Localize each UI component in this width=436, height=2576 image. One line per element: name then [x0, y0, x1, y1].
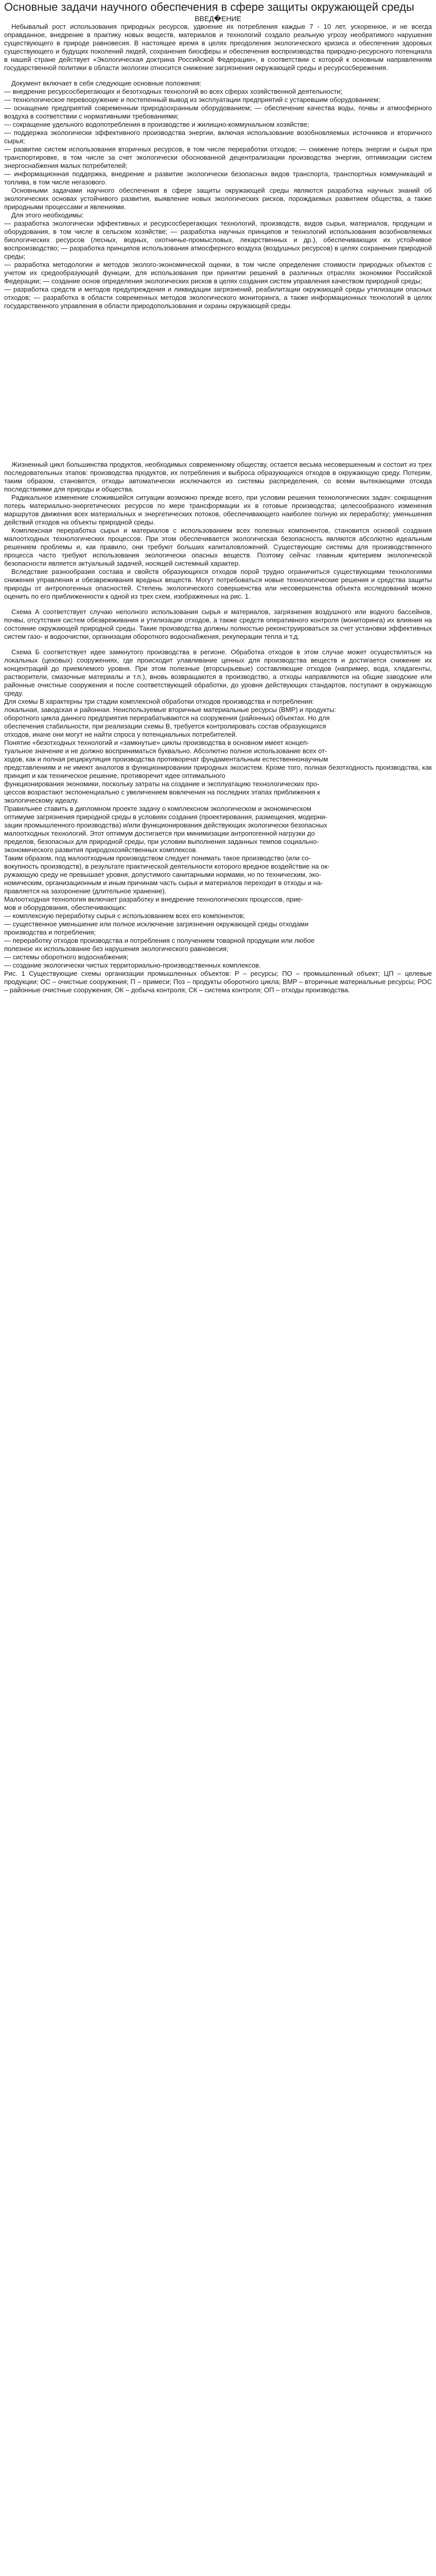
paragraph: Радикальное изменение сложившейся ситуации возможно прежде всего, при условии решения технологических задач: сокращения потерь материально-энергетических ресурсов по мере трансформации их в готовые производства; целесообразного изменения маршрутов движения всех материальных и энергетических потоков, обеспечивающего наиболее полную их переработку; уменьшения действий отходов на объекты природной среды.: [4, 494, 432, 526]
list-item: — сокращение удельного водопотребления в производстве и жилищно-коммунальном хозяйстве;: [4, 121, 309, 128]
line: пределов, безопасных для природной среды, при условии выполнения заданных темпов социально-: [4, 838, 319, 845]
line: экологическому идеалу.: [4, 796, 79, 804]
line: ружающую среду не превышает уровня, допустимого санитарными нормами, но по техническим, эко-: [4, 871, 322, 878]
figure-placeholder: [0, 310, 436, 461]
line: оптимуме загрязнения природной среды в условиях создания (проектирования, размещения, модерни-: [4, 813, 327, 821]
paragraph: Схема А соответствует случаю неполного использования сырья и материалов, загрязнения воздушного или водного бассейнов, почвы, отсутствия систем обезвреживания и утилизации отходов, а также средств оперативного контроля (мониторинга) их влияния на состояние окружающей природной среды. Такие производства должны полностью реконструироваться за счет установки эффективных систем газо- и водоочистки, организации оборотного водоснабжения, рекуперации тепла и т.д.: [4, 608, 432, 640]
list-item: — разработка средств и методов предупреждения и ликвидации загрязнений, реабилитации окружающей среды утилизации опасных отходов; — разработка в области современных методов экологического мониторинга, а также информационных технологий в целях государственного управления в области природопользования и охраны окружающей среды.: [4, 285, 432, 310]
paragraph: Вследствие разнообразия состава и свойств образующихся отходов порой трудно ограничиться существующими технологиями снижения управления и обезвреживания вредных веществ. Могут потребоваться новые технологические решения и средства защиты природы от антропогенных опасностей. Степень экологического совершенства или несовершенства объекта исследований можно оценить по его приближенности к одной из трех схем, изображенных на рис. 1.: [4, 568, 432, 600]
list-item: — внедрение ресурсосберегающих и безотходных технологий во всех сферах хозяйственной деятельности;: [4, 88, 343, 95]
line: локальная, заводская и районная. Неиспользуемые вторичные материальные ресурсы (ВМР) и продукты:: [4, 706, 336, 714]
line: полезное их использование без нарушения экологического равновесия;: [4, 945, 229, 953]
line: мов и оборудования, обеспечивающих:: [4, 904, 127, 911]
list-item: — информационная поддержка, внедрение и развитие экологически безопасных видов транспорта, транспортных коммуникаций и топлива, в том числе негазового.: [4, 170, 432, 186]
paragraph: Жизненный цикл большинства продуктов, необходимых современному обществу, остается весьма несовершенным и состоит из трех последовательных этапов: производства продуктов, их потребления и выброса образующихся отходов в окружающую среду. Потерям, таким образом, становятся, отходы автоматически исключаются из системы распределения, со всеми вытекающими отсюда последствиями для природы и общества.: [4, 461, 432, 493]
paragraph: Комплексная переработка сырья и материалов с использованием всех полезных компонентов, становится основой создания малоотходных технологических процессов. При этом обеспечивается экологическая безопасность являются абсолютно идеальным решением проблемы и, как правило, они требуют больших капиталовложений. Существующие системы для производственного процесса часто требуют использования экологически опасных веществ. Поэтому сейчас главным критерием экологической безопасности является актуальный задачей, носящей системный характер.: [4, 527, 432, 567]
paragraph: Документ включает в себя следующие основные положения:: [11, 79, 202, 87]
line: экономического развития природохозяйственных комплексов.: [4, 846, 198, 854]
intro-body: [0, 23, 436, 310]
line: вокупность производств), в результате практической деятельности которого вредное воздействие на ок-: [4, 862, 330, 870]
list-item: — разработка методологии и методов эколого-экономической оценки, в том числе определения стоимости природных объектов с учетом их средообразующей функции, для использования при принятии решений в различных отраслях экономики Российской Федерации; — создание основ определения экологических рисков в целях создания систем управления качеством природной среды;: [4, 261, 432, 285]
line: Понятие «безотходных технологий и «замкнутые» циклы производства в основном имеет концеп-: [4, 739, 309, 747]
line: Таким образом, под малоотходным производством следует понимать такое производство (или со-: [4, 854, 311, 862]
line: — создание экологически чистых территориально-производственных комплексов.: [4, 961, 261, 969]
line: туальное значение и не должно восприниматься буквально. Абсолютно полное использование всех от-: [4, 747, 327, 755]
line: малоотходных технологий. Этот оптимум достигается при минимизации антропогенной нагрузки до: [4, 829, 315, 837]
line: — переработку отходов производства и потребления с получением товарной продукции или любое: [4, 937, 315, 944]
line: Малоотходная технология включает разработку и внедрение технологических процессов, прие-: [4, 895, 303, 903]
line: цессов возрастают экспоненциально с увеличением вовлечения на последних этапах приближения к: [4, 788, 320, 796]
page-title: Основные задачи научного обеспечения в сфере защиты окружающей среды: [4, 1, 414, 13]
line: зации промышленного производства) и/или функционирования действующих экологически безопасных: [4, 821, 327, 829]
line: номическим, организационным и иным причинам часть сырья и материалов переходит в отходы и на-: [4, 879, 323, 887]
main-body: [0, 461, 436, 994]
line: оборотного цикла данного предприятия перерабатываются на сооружения (районных) объектах. Но для: [4, 714, 330, 722]
paragraph: Основными задачами научного обеспечения в сфере защиты окружающей среды являются разработка научных знаний об экологических основах устойчивого развития, выявление новых экологических рисков, порождаемых развитием общества, а также природными процессами и явлениями.: [4, 187, 432, 211]
paragraph: Для этого необходимы:: [11, 211, 84, 219]
line: Рис. 1 Существующие схемы организации промышленных объектов: Р – ресурсы; ПО – промышленный объект; ЦП – целевые продукции; ОС – очистные сооружения; П – примеси; Поз – продукты оборотного цикла; ВМР – вторичные материальные ресурсы; РОС – районные очистные сооружения; ОК – добыча контроля; СК – система контроля; ОП – отходы производства.: [4, 970, 432, 994]
line: — комплексную переработку сырья с использованием всех его компонентов;: [4, 912, 245, 920]
line: — существенное уменьшение или полное исключение загрязнения окружающей среды отходами: [4, 920, 309, 928]
line: представлениям и не имеют аналогов в функционировании природных экосистем. Кроме того, полная безотходность производства, как принцип и как техническое решение, противоречит идее оптимального: [4, 764, 432, 779]
line: правляется на захоронение (длительное хранение).: [4, 887, 167, 895]
line: — системы оборотного водоснабжения;: [4, 953, 129, 961]
paragraph: Схема Б соответствует идее замкнутого производства в регионе. Обработка отходов в этом случае может осуществляться на локальных (цеховых) сооружениях, где происходит улавливание ценных для производства веществ и достигается снижение их концентраций до приемлемого уровня. При этом полезные (вторсырьевые) составляющие отходов (например, вода, хладагенты, растворители, смазочные материалы и т.п.), вновь возвращаются в производство, а отходы направляются на общие заводские или районные очистные сооружения и после соответствующей обработки, до уровня действующих стандартов, поступают в окружающую среду.: [4, 648, 432, 697]
list-item: — оснащение предприятий современным природоохранным оборудованием; — обеспечение качества воды, почвы и атмосферного воздуха в соответствии с нормативными требованиями;: [4, 104, 432, 120]
list-item: — технологическое перевооружение и постепенный вывод из эксплуатации предприятий с устаревшим оборудованием;: [4, 96, 380, 104]
line: функционирования экономики, поскольку затраты на создание и эксплуатацию технологических про-: [4, 780, 320, 788]
line: Для схемы В характерны три стадии комплексной обработки отходов производства и потребления:: [4, 698, 314, 705]
list-item: — разработка экологически эффективных и ресурсосберегающих технологий, производств, видов сырья, материалов, продукции и оборудования, в том числе в сельском хозяйстве; — разработка научных принципов и технологий использования возобновляемых биологических ресурсов (лесных, водных, охотничье-промысловых, лекарственных и др.), обеспечивающих их устойчивое воспроизводство; — разработка принципов использования атмосферного воздуха (воздушных ресурсов) в целях сохранения природной среды;: [4, 219, 432, 260]
paragraph: Небывалый рост использования природных ресурсов, удвоение их потребления каждые 7 - 10 лет, ускоренное, и не всегда оправданное, внедрение в практику новых веществ, материалов и технологий создало реальную угрозу необратимого нарушения существующего в природе равновесия. В настоящее время в целях преодоления экологического кризиса и обеспечения здоровых существующего и будущих поколений людей, сохранения биосферы и обеспечения воспроизводства природно-ресурсного потенциала в нашей стране действует «Экологическая доктрина Российской Федерации», в соответствии с которой к основным направлениям государственной политики в области экологии относится снижение загрязнения окружающей среды и ресурсосбережения.: [4, 23, 432, 72]
section-heading-intro: ВВЕД�ЕНИЕ: [195, 14, 241, 23]
list-item: — поддержка экологически эффективного производства энергии, включая использование возобновляемых источников и вторичного сырья;: [4, 129, 432, 145]
document-page: [0, 0, 436, 994]
line: отходов, иначе они могут не найти спроса у потенциальных потребителей.: [4, 731, 237, 738]
line: производства и потребления;: [4, 928, 96, 936]
line: обеспечения стабильности, при реализации схемы В, требуется контролировать состав образующихся: [4, 722, 326, 730]
line: Правильнее ставить в дипломном проекте задачу о комплексном экологическом и экономическом: [4, 805, 311, 812]
list-item: — развитие систем использования вторичных ресурсов, в том числе переработки отходов; — снижение потерь энергии и сырья при транспортировке, в том числе за счет экологически обоснованной децентрализации производства энергии, оптимизации систем энергоснабжения малых потребителей;: [4, 145, 432, 170]
line: ходов, как и полная рециркуляция производства противоречат фундаментальным естественнонаучным: [4, 755, 328, 763]
